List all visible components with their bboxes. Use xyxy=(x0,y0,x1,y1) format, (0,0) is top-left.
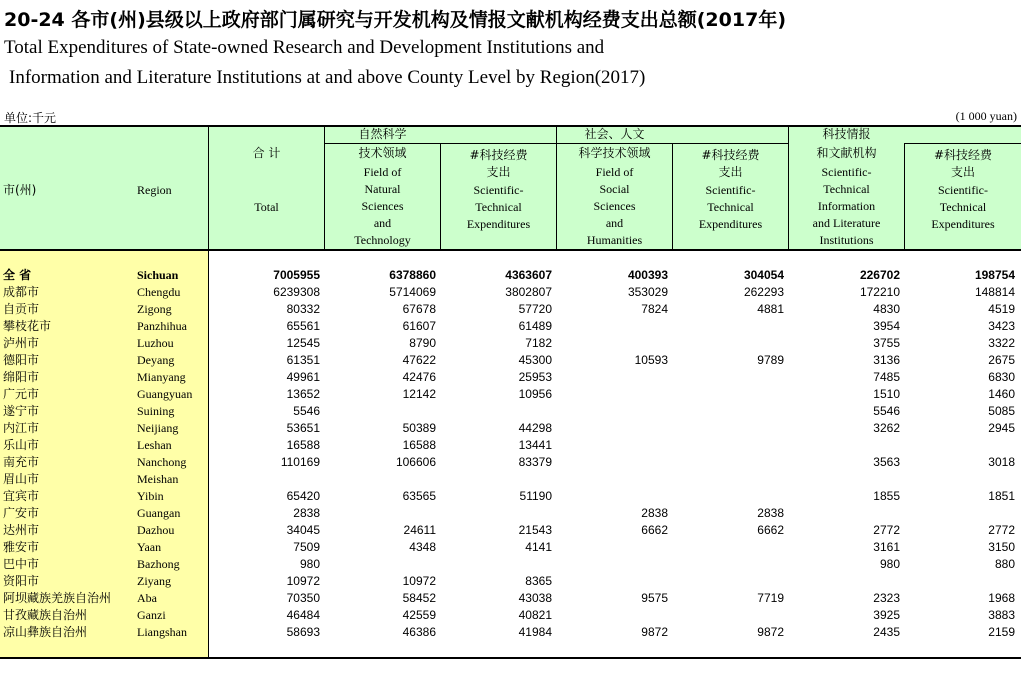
cell-value: 880 xyxy=(994,557,1015,571)
cell-value: 57720 xyxy=(518,302,552,316)
region-name-cn: 巴中市 xyxy=(3,557,40,571)
cell-value: 3136 xyxy=(873,353,900,367)
region-name-cn: 资阳市 xyxy=(3,574,40,588)
table-row xyxy=(0,403,1021,420)
header-social-group: 社会、人文 xyxy=(584,127,645,141)
table-row xyxy=(0,505,1021,522)
header-natural-expenditure-cn: #科技经费 支出 xyxy=(469,148,528,179)
table-row xyxy=(0,556,1021,573)
cell-value: 16588 xyxy=(402,438,436,452)
region-name-en: Panzhihua xyxy=(137,319,187,333)
cell-value: 47622 xyxy=(402,353,436,367)
cell-value: 7509 xyxy=(293,540,320,554)
cell-value: 7485 xyxy=(873,370,900,384)
cell-value: 4830 xyxy=(873,302,900,316)
cell-value: 8790 xyxy=(409,336,436,350)
cell-value: 51190 xyxy=(519,489,552,503)
cell-value: 5546 xyxy=(293,404,320,418)
cell-value: 63565 xyxy=(402,489,436,503)
page-title-chinese: 20-24 各市(州)县级以上政府部门属研究与开发机构及情报文献机构经费支出总额(2017年) xyxy=(4,9,786,31)
unit-label-english: (1 000 yuan) xyxy=(955,109,1017,123)
header-region-cn: 市(州) xyxy=(3,183,37,197)
table-row xyxy=(0,335,1021,352)
cell-value: 980 xyxy=(879,557,900,571)
region-name-cn: 遂宁市 xyxy=(3,404,40,418)
region-name-cn: 全 省 xyxy=(3,268,32,282)
cell-value: 2323 xyxy=(873,591,900,605)
region-name-en: Guangan xyxy=(137,506,181,520)
cell-value: 7824 xyxy=(641,302,668,316)
cell-value: 53651 xyxy=(286,421,320,435)
cell-value: 5714069 xyxy=(389,285,436,299)
cell-value: 10972 xyxy=(286,574,320,588)
cell-value: 3322 xyxy=(988,336,1015,350)
cell-value: 13652 xyxy=(286,387,320,401)
cell-value: 2772 xyxy=(873,523,900,537)
cell-value: 3423 xyxy=(988,319,1015,333)
cell-value: 7719 xyxy=(757,591,784,605)
cell-value: 9872 xyxy=(641,625,668,639)
cell-value: 21543 xyxy=(518,523,552,537)
cell-value: 1510 xyxy=(873,387,900,401)
cell-value: 16588 xyxy=(286,438,320,452)
cell-value: 50389 xyxy=(402,421,436,435)
page-title-english-line2: Information and Literature Institutions at and above County Level by Region(2017) xyxy=(9,67,646,88)
cell-value: 3018 xyxy=(988,455,1015,469)
table-row xyxy=(0,488,1021,505)
cell-value: 2838 xyxy=(757,506,784,520)
table-row xyxy=(0,369,1021,386)
cell-value: 353029 xyxy=(627,285,668,299)
region-name-en: Zigong xyxy=(137,302,172,316)
cell-value: 6662 xyxy=(641,523,668,537)
cell-value: 41984 xyxy=(518,625,552,639)
cell-value: 304054 xyxy=(743,268,784,282)
cell-value: 3755 xyxy=(873,336,900,350)
header-info-en: Scientific- Technical Information and Literature Institutions xyxy=(812,165,881,247)
region-name-en: Yaan xyxy=(137,540,162,554)
table-row xyxy=(0,352,1021,369)
cell-value: 7182 xyxy=(525,336,552,350)
cell-value: 10593 xyxy=(634,353,668,367)
cell-value: 70350 xyxy=(286,591,320,605)
cell-value: 5546 xyxy=(873,404,900,418)
region-name-cn: 攀枝花市 xyxy=(3,319,52,333)
cell-value: 6239308 xyxy=(273,285,320,299)
region-name-cn: 雅安市 xyxy=(3,540,40,554)
cell-value: 1855 xyxy=(873,489,900,503)
cell-value: 4519 xyxy=(988,302,1015,316)
cell-value: 42476 xyxy=(402,370,436,384)
cell-value: 172210 xyxy=(859,285,900,299)
table-row xyxy=(0,454,1021,471)
table-bottom-rule xyxy=(0,657,1021,659)
region-name-cn: 宜宾市 xyxy=(3,489,40,503)
header-group-rule-info xyxy=(904,143,1021,144)
region-name-cn: 达州市 xyxy=(3,523,40,537)
header-bottom-rule xyxy=(0,249,1021,251)
region-name-cn: 内江市 xyxy=(3,421,40,435)
region-name-en: Deyang xyxy=(137,353,175,367)
header-natural-field-en: Field of Natural Sciences and Technology xyxy=(354,165,411,247)
table-row xyxy=(0,471,1021,488)
header-total-en: Total xyxy=(254,200,279,214)
table-row xyxy=(0,437,1021,454)
region-name-en: Bazhong xyxy=(137,557,180,571)
cell-value: 6378860 xyxy=(389,268,436,282)
region-name-cn: 德阳市 xyxy=(3,353,40,367)
cell-value: 110169 xyxy=(280,455,320,469)
cell-value: 3262 xyxy=(873,421,900,435)
cell-value: 2435 xyxy=(873,625,900,639)
region-name-cn: 自贡市 xyxy=(3,302,40,316)
cell-value: 400393 xyxy=(627,268,668,282)
region-name-cn: 绵阳市 xyxy=(3,370,40,384)
table-row xyxy=(0,284,1021,301)
cell-value: 262293 xyxy=(743,285,784,299)
cell-value: 65420 xyxy=(286,489,320,503)
cell-value: 6830 xyxy=(988,370,1015,384)
cell-value: 980 xyxy=(299,557,320,571)
cell-value: 4363607 xyxy=(505,268,552,282)
cell-value: 198754 xyxy=(974,268,1015,282)
cell-value: 9575 xyxy=(641,591,668,605)
region-name-en: Leshan xyxy=(137,438,172,452)
table-row xyxy=(0,607,1021,624)
cell-value: 45300 xyxy=(518,353,552,367)
table-row xyxy=(0,539,1021,556)
cell-value: 40821 xyxy=(518,608,552,622)
cell-value: 2945 xyxy=(988,421,1015,435)
cell-value: 12545 xyxy=(286,336,320,350)
cell-value: 12142 xyxy=(402,387,436,401)
cell-value: 3161 xyxy=(873,540,900,554)
cell-value: 3563 xyxy=(873,455,900,469)
region-name-en: Suining xyxy=(137,404,175,418)
cell-value: 58693 xyxy=(286,625,320,639)
region-name-en: Sichuan xyxy=(137,268,179,282)
cell-value: 46484 xyxy=(286,608,320,622)
region-name-en: Chengdu xyxy=(137,285,181,299)
cell-value: 34045 xyxy=(286,523,320,537)
cell-value: 80332 xyxy=(286,302,320,316)
region-name-cn: 凉山彝族自治州 xyxy=(3,625,88,639)
cell-value: 3802807 xyxy=(505,285,552,299)
region-name-cn: 乐山市 xyxy=(3,438,40,452)
cell-value: 148814 xyxy=(974,285,1015,299)
table-row xyxy=(0,522,1021,539)
cell-value: 2838 xyxy=(293,506,320,520)
table-row xyxy=(0,301,1021,318)
region-name-cn: 广安市 xyxy=(3,506,40,520)
header-social-expenditure-en: Scientific- Technical Expenditures xyxy=(698,183,763,231)
header-natural-expenditure-en: Scientific- Technical Expenditures xyxy=(466,183,531,231)
table-row xyxy=(0,386,1021,403)
header-info-expenditure-cn: #科技经费 支出 xyxy=(933,148,993,179)
cell-value: 44298 xyxy=(518,421,552,435)
region-name-en: Meishan xyxy=(137,472,179,486)
region-name-en: Ziyang xyxy=(137,574,171,588)
cell-value: 61607 xyxy=(402,319,436,333)
cell-value: 65561 xyxy=(286,319,320,333)
table-row xyxy=(0,267,1021,284)
cell-value: 4141 xyxy=(525,540,552,554)
header-social-field-cn: 科学技术领域 xyxy=(578,146,651,160)
region-name-cn: 广元市 xyxy=(3,387,40,401)
region-name-en: Mianyang xyxy=(137,370,186,384)
cell-value: 5085 xyxy=(988,404,1015,418)
table-row xyxy=(0,624,1021,641)
header-info-expenditure-en: Scientific- Technical Expenditures xyxy=(931,183,995,231)
cell-value: 1968 xyxy=(988,591,1015,605)
cell-value: 1460 xyxy=(988,387,1015,401)
cell-value: 4348 xyxy=(409,540,436,554)
cell-value: 24611 xyxy=(403,523,436,537)
header-social-expenditure-cn: #科技经费 支出 xyxy=(701,148,760,179)
cell-value: 43038 xyxy=(518,591,552,605)
cell-value: 10956 xyxy=(518,387,552,401)
cell-value: 10972 xyxy=(402,574,436,588)
region-name-cn: 眉山市 xyxy=(3,472,40,486)
header-total-cn: 合 计 xyxy=(252,146,281,160)
region-name-en: Nanchong xyxy=(137,455,187,469)
cell-value: 3925 xyxy=(873,608,900,622)
region-name-cn: 成都市 xyxy=(3,285,40,299)
table-row xyxy=(0,573,1021,590)
cell-value: 25953 xyxy=(518,370,552,384)
cell-value: 3150 xyxy=(988,540,1015,554)
cell-value: 2159 xyxy=(988,625,1015,639)
region-name-cn: 甘孜藏族自治州 xyxy=(3,608,88,622)
cell-value: 61489 xyxy=(518,319,552,333)
unit-label-chinese: 单位:千元 xyxy=(4,111,57,125)
cell-value: 42559 xyxy=(402,608,436,622)
region-name-cn: 泸州市 xyxy=(3,336,40,350)
cell-value: 1851 xyxy=(988,489,1015,503)
cell-value: 106606 xyxy=(395,455,436,469)
page-title-english-line1: Total Expenditures of State-owned Research and Development Institutions and xyxy=(4,37,605,58)
header-region-en: Region xyxy=(137,183,172,197)
cell-value: 2675 xyxy=(988,353,1015,367)
cell-value: 9789 xyxy=(757,353,784,367)
region-name-en: Dazhou xyxy=(137,523,175,537)
header-social-field-en: Field of Social Sciences and Humanities xyxy=(586,165,643,247)
cell-value: 9872 xyxy=(757,625,784,639)
region-name-en: Ganzi xyxy=(137,608,166,622)
region-name-en: Luzhou xyxy=(137,336,174,350)
region-name-en: Aba xyxy=(137,591,157,605)
header-natural-field-cn: 技术领域 xyxy=(358,146,407,160)
cell-value: 67678 xyxy=(402,302,436,316)
cell-value: 2772 xyxy=(988,523,1015,537)
cell-value: 3954 xyxy=(873,319,900,333)
cell-value: 58452 xyxy=(402,591,436,605)
table-row xyxy=(0,420,1021,437)
cell-value: 46386 xyxy=(402,625,436,639)
region-name-cn: 南充市 xyxy=(3,455,40,469)
region-name-cn: 阿坝藏族羌族自治州 xyxy=(3,591,112,605)
cell-value: 226702 xyxy=(859,268,900,282)
cell-value: 2838 xyxy=(641,506,668,520)
region-name-en: Guangyuan xyxy=(137,387,193,401)
cell-value: 49961 xyxy=(286,370,320,384)
cell-value: 8365 xyxy=(525,574,552,588)
cell-value: 13441 xyxy=(518,438,552,452)
cell-value: 83379 xyxy=(518,455,552,469)
cell-value: 6662 xyxy=(757,523,784,537)
region-name-en: Yibin xyxy=(137,489,164,503)
header-natural-group: 自然科学 xyxy=(358,127,407,141)
region-name-en: Neijiang xyxy=(137,421,179,435)
cell-value: 3883 xyxy=(988,608,1015,622)
cell-value: 61351 xyxy=(286,353,320,367)
cell-value: 4881 xyxy=(757,302,784,316)
region-name-en: Liangshan xyxy=(137,625,187,639)
table-row xyxy=(0,318,1021,335)
table-row xyxy=(0,590,1021,607)
cell-value: 7005955 xyxy=(273,268,320,282)
header-info-cn: 科技情报 和文献机构 xyxy=(816,127,877,160)
